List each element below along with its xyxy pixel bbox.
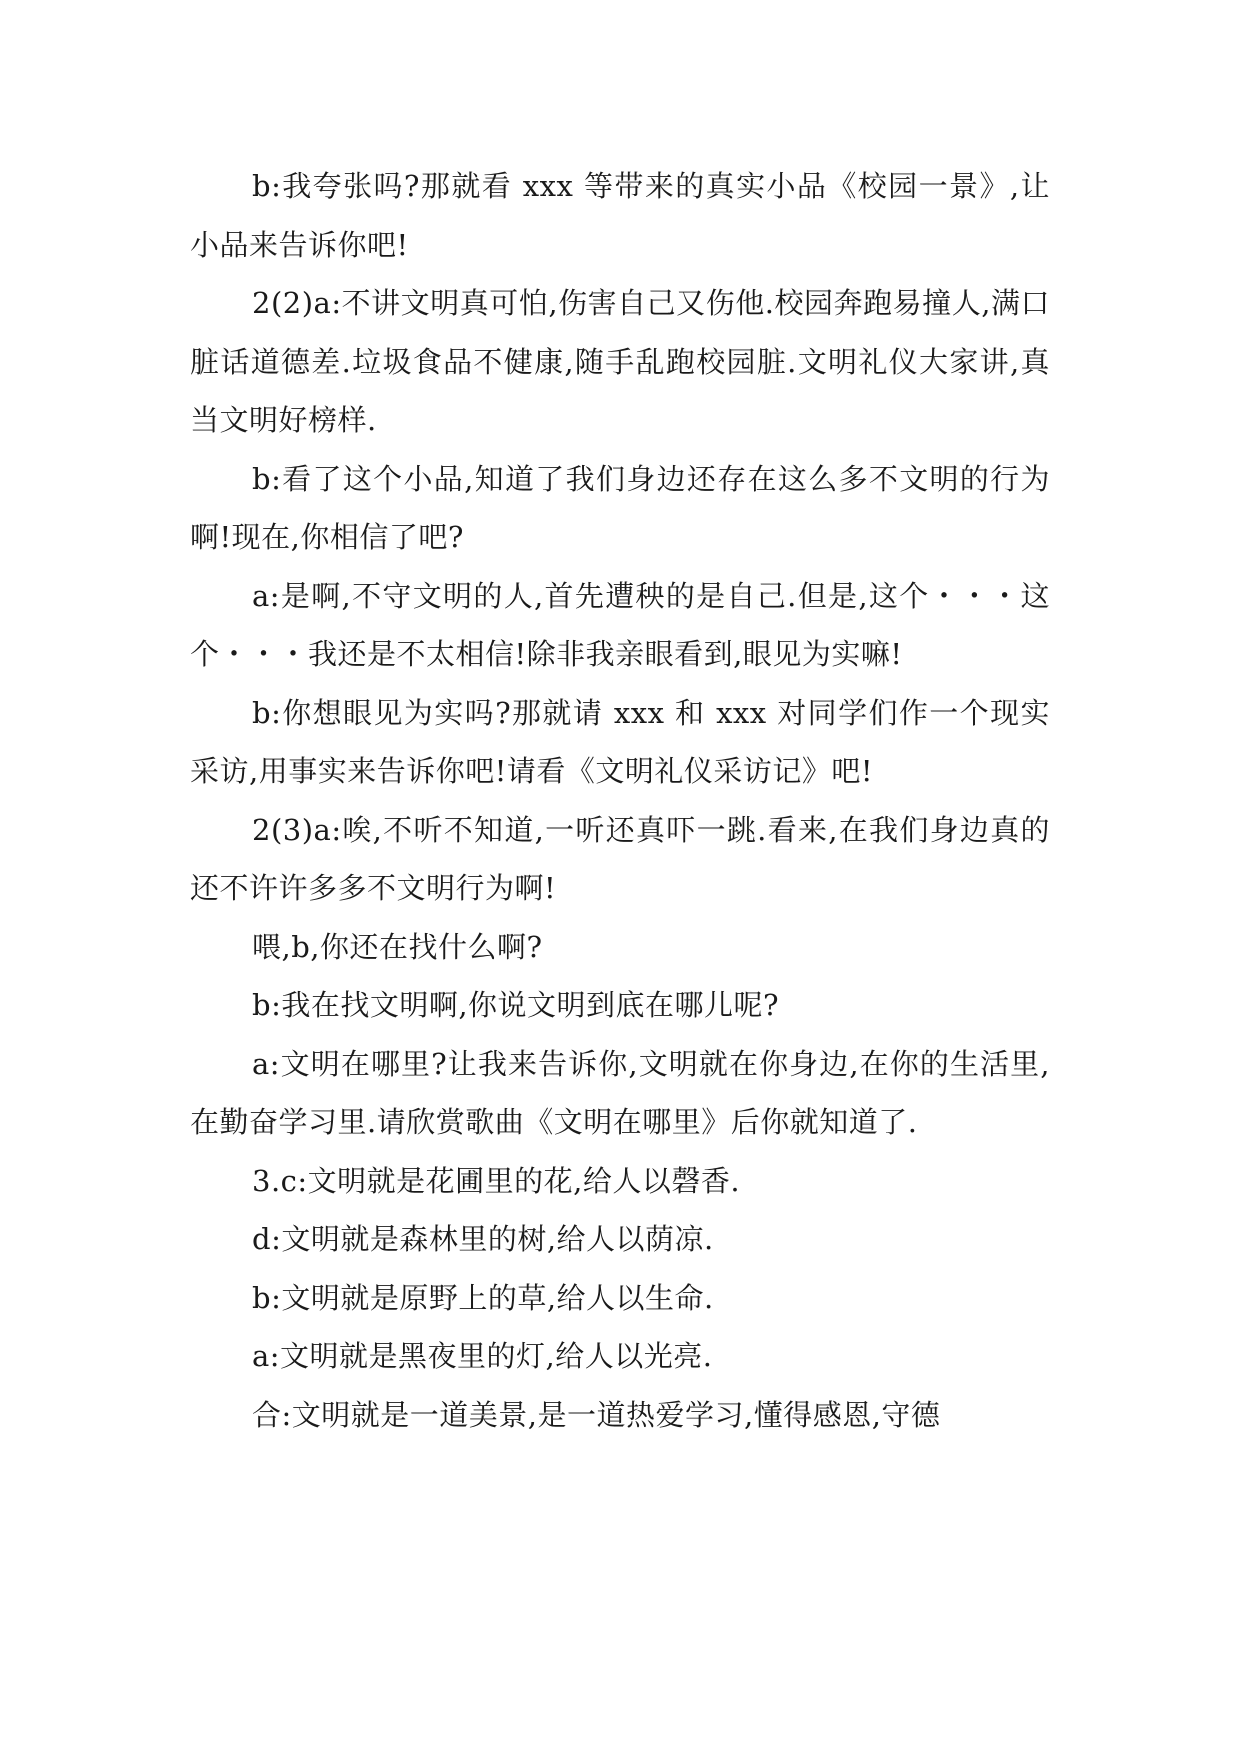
paragraph-9: a:文明在哪里?让我来告诉你,文明就在你身边,在你的生活里,在勤奋学习里.请欣赏歌曲《文明在哪里》后你就知道了. [190,1046,1050,1139]
paragraph-5: b:你想眼见为实吗?那就请 xxx 和 xxx 对同学们作一个现实采访,用事实来告诉你吧!请看《文明礼仪采访记》吧! [190,695,1050,788]
paragraph-6: 2(3)a:唉,不听不知道,一听还真吓一跳.看来,在我们身边真的还不许许多多不文明行为啊! [190,812,1050,905]
paragraph-7: 喂,b,你还在找什么啊? [252,929,543,964]
paragraph-13: a:文明就是黑夜里的灯,给人以光亮. [252,1339,713,1373]
paragraph-1: b:我夸张吗?那就看 xxx 等带来的真实小品《校园一景》,让小品来告诉你吧! [190,169,1050,262]
paragraph-10: 3.c:文明就是花圃里的花,给人以磬香. [252,1163,741,1198]
paragraph-8: b:我在找文明啊,你说文明到底在哪儿呢? [252,988,780,1022]
paragraph-2: 2(2)a:不讲文明真可怕,伤害自己又伤他.校园奔跑易撞人,满口脏话道德差.垃圾食品不健康,随手乱跑校园脏.文明礼仪大家讲,真当文明好榜样. [190,286,1050,437]
paragraph-4: a:是啊,不守文明的人,首先遭秧的是自己.但是,这个・・・这个・・・我还是不太相信!除非我亲眼看到,眼见为实嘛! [190,578,1050,671]
body-text [190,157,1050,1444]
paragraph-11: d:文明就是森林里的树,给人以荫凉. [252,1222,714,1256]
paragraph-12: b:文明就是原野上的草,给人以生命. [252,1280,714,1315]
paragraph-3: b:看了这个小品,知道了我们身边还存在这么多不文明的行为啊!现在,你相信了吧? [190,461,1050,554]
paragraph-14: 合:文明就是一道美景,是一道热爱学习,懂得感恩,守德 [252,1397,941,1432]
